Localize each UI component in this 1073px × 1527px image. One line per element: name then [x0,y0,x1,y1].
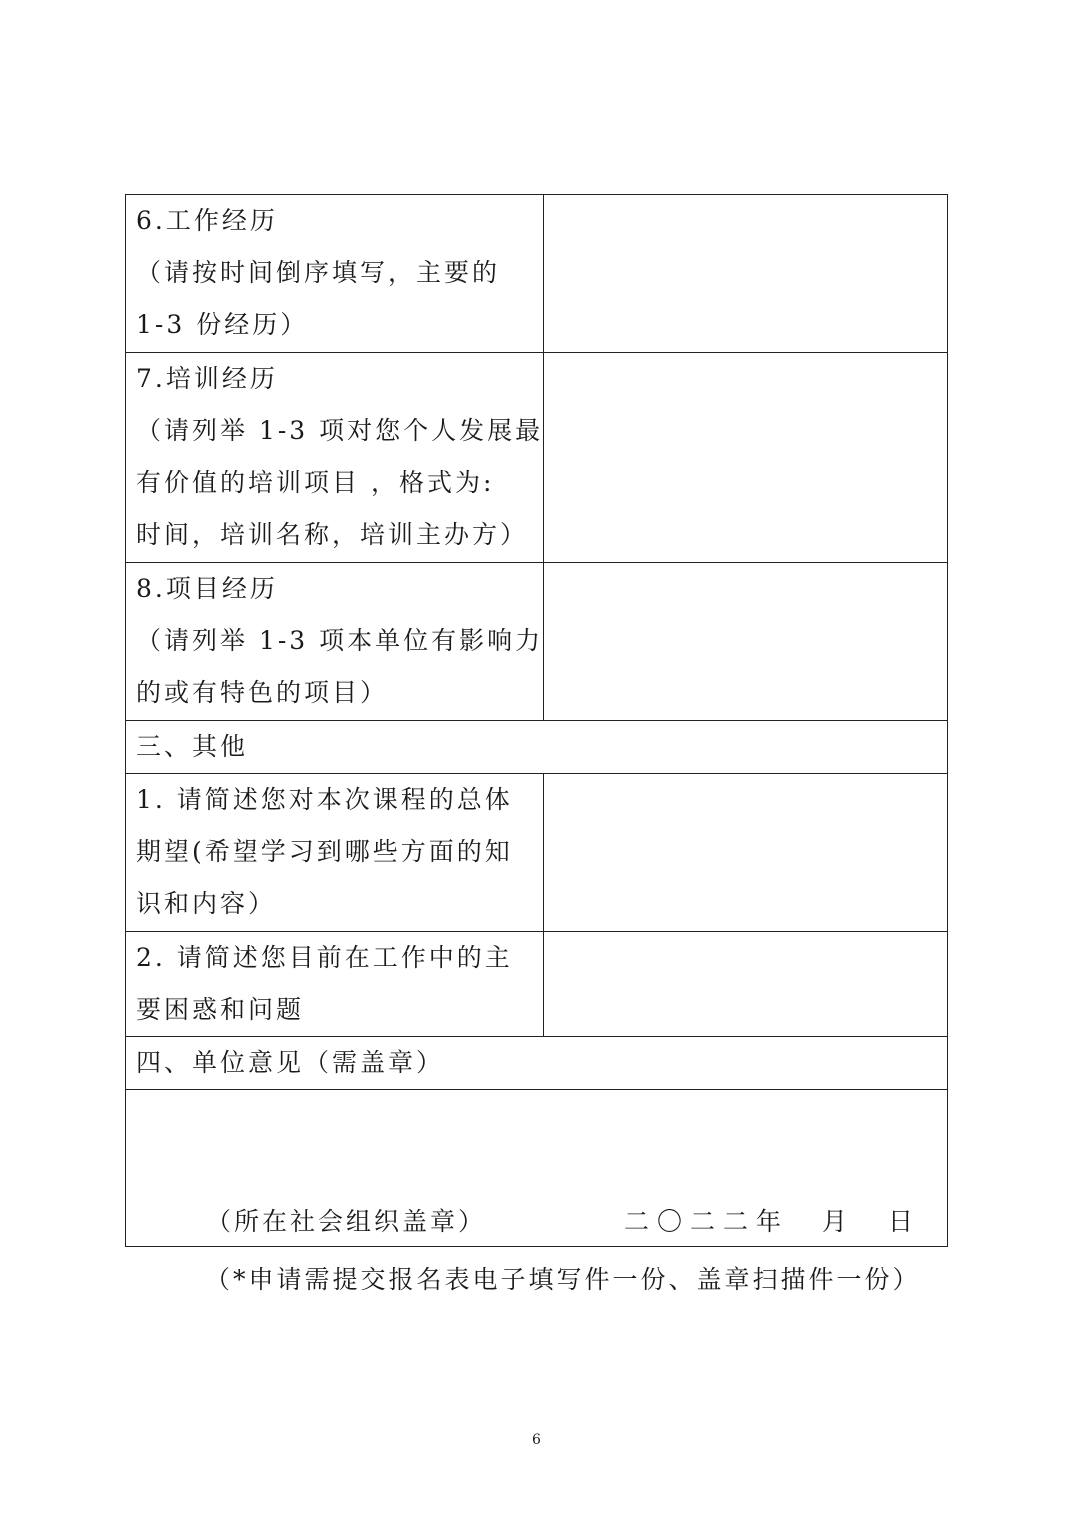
project-history-instruction-1: （请列举 1-3 项本单位有影响力 [136,626,544,655]
course-expectation-line-1: 1. 请简述您对本次课程的总体 [136,785,513,814]
training-history-title: 7.培训经历 [136,364,278,393]
signature-date-label: 二〇二二年 月 日 [624,1207,922,1236]
project-history-answer-field[interactable] [544,563,948,721]
table-row-work-history [126,195,948,353]
submission-footnote: （*申请需提交报名表电子填写件一份、盖章扫描件一份） [205,1265,921,1294]
table-row-work-difficulties [126,932,948,1037]
work-history-answer-field[interactable] [544,195,948,353]
work-history-label [126,195,544,353]
section-heading-unit-opinion: 四、单位意见（需盖章） [126,1037,948,1090]
work-difficulties-line-2: 要困惑和问题 [136,995,305,1024]
training-history-instruction-2: 有价值的培训项目 ，格式为: [136,468,495,497]
section-heading-other: 三、其他 [126,721,948,774]
project-history-title: 8.项目经历 [136,574,278,603]
course-expectation-label [126,774,544,932]
training-history-answer-field[interactable] [544,353,948,563]
work-difficulties-label [126,932,544,1037]
work-difficulties-line-1: 2. 请简述您目前在工作中的主 [136,943,513,972]
table-row-training-history [126,353,948,563]
course-expectation-line-2: 期望(希望学习到哪些方面的知 [136,837,513,866]
work-difficulties-answer-field[interactable] [544,932,948,1037]
page-number: 6 [532,1432,541,1448]
organization-stamp-label: （所在社会组织盖章） [206,1207,487,1236]
table-row-course-expectation [126,774,948,932]
project-history-label [126,563,544,721]
table-row-section-unit-opinion [126,1037,948,1090]
table-row-unit-signature [126,1090,948,1247]
training-history-instruction-3: 时间，培训名称，培训主办方） [136,520,529,549]
table-row-section-other [126,721,948,774]
table-row-project-history [126,563,948,721]
work-history-instruction-1: （请按时间倒序填写，主要的 [136,258,501,287]
course-expectation-answer-field[interactable] [544,774,948,932]
application-form-table [125,194,948,1247]
work-history-title: 6.工作经历 [136,206,278,235]
unit-opinion-field[interactable] [126,1090,948,1247]
training-history-instruction-1: （请列举 1-3 项对您个人发展最 [136,416,544,445]
course-expectation-line-3: 识和内容） [136,889,277,918]
project-history-instruction-2: 的或有特色的项目） [136,678,389,707]
work-history-instruction-2: 1-3 份经历） [136,310,309,339]
training-history-label [126,353,544,563]
